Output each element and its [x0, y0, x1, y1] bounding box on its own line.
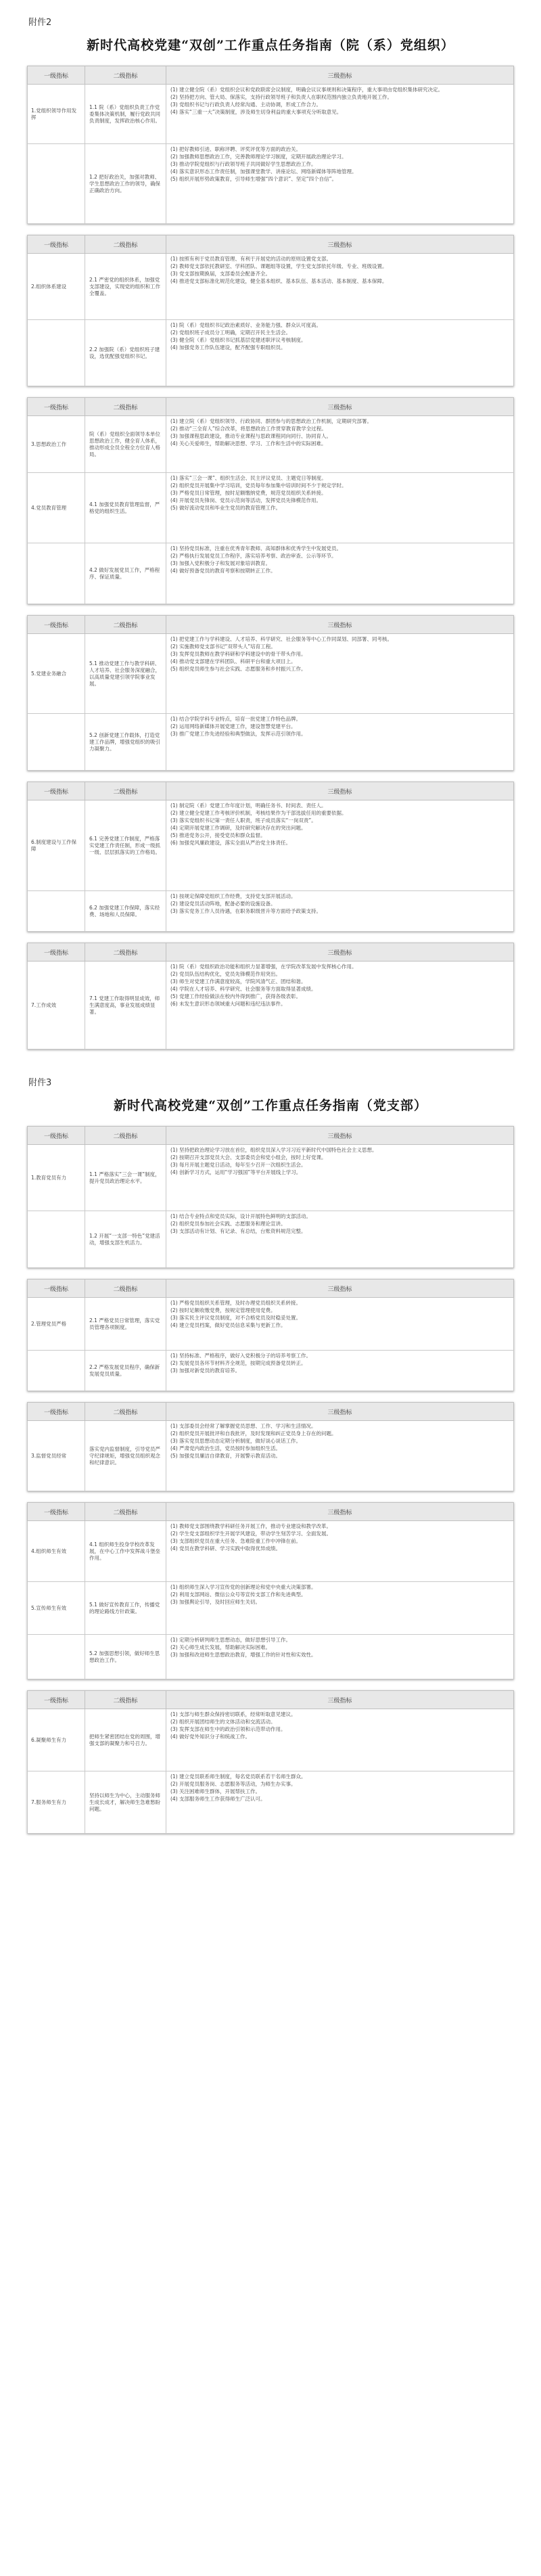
table-section — [27, 397, 514, 604]
level1-cell: 5.宣传师生有效 — [28, 1582, 85, 1635]
indicator-table — [27, 615, 514, 771]
level2-cell: 4.2 做好发展党员工作，严格程序、保证质量。 — [85, 543, 166, 604]
level1-cell — [28, 320, 85, 386]
header-level3: 三级指标 — [166, 66, 514, 85]
level3-item: (2) 建立健全党建工作考核评价机制，考核结果作为干部选拔任用的重要依据。 — [170, 810, 347, 816]
header-level1: 一级指标 — [28, 943, 85, 962]
level2-cell: 6.2 加强党建工作保障，落实经费、场地和人员保障。 — [85, 891, 166, 932]
level3-item: (3) 推动学院党组织与行政领导班子共同做好学生思想政治工作。 — [170, 161, 316, 167]
level3-item: (5) 加强党员廉洁自律教育，开展警示教育活动。 — [170, 1453, 281, 1459]
header-level1: 一级指标 — [28, 235, 85, 254]
level3-item: (2) 严格执行发展党员工作程序，落实培养考察、政治审查、公示等环节。 — [170, 553, 337, 559]
level3-item: (4) 落实意识形态工作责任制，加强课堂教学、讲座论坛、网络新媒体等阵地管理。 — [170, 168, 357, 175]
level3-item: (4) 加强党务工作队伍建设，配齐配强专职组织员。 — [170, 344, 286, 351]
level3-item: (2) 实施教师党支部书记“双带头人”培育工程。 — [170, 643, 276, 650]
level3-item: (3) 加强舆论引导，及时回应师生关切。 — [170, 1599, 261, 1605]
level2-cell: 4.1 组织师生投身学校改革发展，在中心工作中发挥战斗堡垒作用。 — [85, 1521, 166, 1582]
level3-item: (3) 加强对新党员的教育培养。 — [170, 1368, 241, 1374]
level3-item: (2) 开展党员服务岗、志愿服务等活动，为师生办实事。 — [170, 1781, 296, 1787]
level3-item: (4) 严肃党内政治生活，党员按时参加组织生活。 — [170, 1445, 281, 1451]
level1-cell: 4.党员教育管理 — [28, 473, 85, 543]
table-row — [28, 714, 514, 771]
level3-item: (3) 落实党员思想动态定期分析制度，做好谈心谈话工作。 — [170, 1438, 302, 1444]
header-level3: 三级指标 — [166, 943, 514, 962]
attachment-label-3: 附件3 — [28, 1078, 52, 1088]
table-row — [28, 320, 514, 386]
table-row — [28, 85, 514, 144]
table-row — [28, 473, 514, 543]
header-level3: 三级指标 — [166, 782, 514, 800]
indicator-table — [27, 397, 514, 604]
level3-cell — [166, 962, 514, 1049]
level1-cell: 6.制度建设与工作保障 — [28, 800, 85, 891]
header-level2: 二级指标 — [85, 1691, 166, 1709]
level2-cell: 落实党内监督制度，引导党员严守纪律规矩，增强党员组织观念和纪律意识。 — [85, 1421, 166, 1491]
level3-cell — [166, 634, 514, 714]
level3-item: (3) 每月开展主题党日活动，每年至少召开一次组织生活会。 — [170, 1162, 306, 1168]
level3-item: (2) 利用支部网站、微信公众号等宣传支部工作和先进典型。 — [170, 1591, 306, 1598]
header-level1: 一级指标 — [28, 1403, 85, 1421]
level3-cell — [166, 891, 514, 932]
table-row — [28, 254, 514, 320]
table-header-row — [28, 398, 514, 416]
level3-item: (3) 落实民主评议党员制度，对不合格党员及时稳妥处置。 — [170, 1315, 302, 1321]
level3-item: (1) 严格党员组织关系管理，及时办理党员组织关系转接。 — [170, 1300, 302, 1306]
table-row — [28, 634, 514, 714]
level3-item: (1) 组织师生深入学习宣传党的创新理论和党中央重大决策部署。 — [170, 1584, 316, 1590]
level3-item: (4) 推进党支部标准化规范化建设，健全基本组织、基本队伍、基本活动、基本制度、基本保障。 — [170, 278, 387, 284]
header-level3: 三级指标 — [166, 616, 514, 634]
level2-cell: 1.1 院（系）党组织负责工作党委集体决策机制，履行党政共同负责制度，发挥政治核心作用。 — [85, 85, 166, 144]
indicator-table — [27, 943, 514, 1049]
level3-item: (3) 健全院（系）党组织书记抓基层党建述职评议考核制度。 — [170, 337, 306, 343]
level3-item: (1) 结合学院学科专业特点，培育一批党建工作特色品牌。 — [170, 716, 302, 722]
level3-item: (3) 推广党建工作先进经验和典型做法，发挥示范引领作用。 — [170, 731, 306, 737]
level3-item: (5) 组织开展形势政策教育，引导师生增强“四个意识”、坚定“四个自信”。 — [170, 176, 337, 182]
level3-item: (4) 落实“三重一大”决策制度，涉及师生切身利益的重大事项充分听取意见。 — [170, 109, 342, 115]
level3-item: (2) 组织党员参加社会实践、志愿服务和理论宣讲。 — [170, 1221, 286, 1227]
level3-item: (2) 教师党支部依托教研室、学科团队、课题组等设置，学生党支部依托年级、专业、班级设置。 — [170, 263, 387, 269]
header-level2: 二级指标 — [85, 1403, 166, 1421]
level3-item: (2) 组织开展团结师生的文体活动和交流活动。 — [170, 1719, 276, 1725]
level3-item: (3) 加强和改进师生思想政治教育，增强工作的针对性和实效性。 — [170, 1652, 316, 1658]
level3-item: (2) 推动“三全育人”综合改革，将思想政治工作贯穿教育教学全过程。 — [170, 426, 327, 432]
level3-item: (4) 学院在人才培养、科学研究、社会服务等方面取得显著成绩。 — [170, 986, 316, 992]
table-header-row — [28, 1403, 514, 1421]
level3-cell — [166, 800, 514, 891]
level3-item: (4) 做好预备党员的教育考察和按期转正工作。 — [170, 568, 276, 574]
level2-cell: 坚持以师生为中心，主动服务师生成长成才，解决师生急难愁盼问题。 — [85, 1771, 166, 1834]
table-row — [28, 543, 514, 604]
table-row — [28, 1521, 514, 1582]
level3-item: (4) 支部服务师生工作获得师生广泛认可。 — [170, 1796, 266, 1802]
header-level1: 一级指标 — [28, 1280, 85, 1298]
table-row — [28, 1421, 514, 1491]
header-level1: 一级指标 — [28, 616, 85, 634]
header-level2: 二级指标 — [85, 1503, 166, 1521]
level2-cell: 2.1 严格党员日常管理，落实党员管理各项制度。 — [85, 1298, 166, 1351]
level2-cell: 5.1 推动党建工作与教学科研、人才培养、社会服务深度融合，以高质量党建引领学院事业发展。 — [85, 634, 166, 714]
table-row — [28, 962, 514, 1049]
level2-cell: 7.1 党建工作取得明显成效，师生满意度高，事业发展成绩显著。 — [85, 962, 166, 1049]
table-section — [27, 782, 514, 932]
level3-cell — [166, 714, 514, 771]
level1-cell: 3.思想政治工作 — [28, 416, 85, 473]
table-row — [28, 1635, 514, 1679]
table-section — [27, 1279, 514, 1391]
level1-cell: 7.工作成效 — [28, 962, 85, 1049]
level2-cell: 4.1 加强党员教育管理监督，严格党的组织生活。 — [85, 473, 166, 543]
level3-cell — [166, 416, 514, 473]
level3-item: (3) 党支部按期换届，支部委员会配备齐全。 — [170, 271, 271, 277]
header-level2: 二级指标 — [85, 943, 166, 962]
level1-cell: 3.监督党员经常 — [28, 1421, 85, 1491]
level2-cell: 6.1 完善党建工作制度，严格落实党建工作责任制，形成一级抓一级、层层抓落实的工作格局。 — [85, 800, 166, 891]
indicator-table — [27, 782, 514, 932]
level3-cell — [166, 1351, 514, 1391]
indicator-table — [27, 1126, 514, 1268]
level3-cell — [166, 1582, 514, 1635]
level3-item: (6) 未发生意识形态领域重大问题和违纪违法事件。 — [170, 1001, 286, 1007]
level1-cell — [28, 1211, 85, 1268]
level3-cell — [166, 543, 514, 604]
header-level1: 一级指标 — [28, 66, 85, 85]
table-row — [28, 1351, 514, 1391]
table-header-row — [28, 1127, 514, 1145]
level3-item: (1) 定期分析研判师生思想动态，做好思想引导工作。 — [170, 1637, 291, 1643]
level1-cell: 1.党组织领导作用发挥 — [28, 85, 85, 144]
header-level2: 二级指标 — [85, 398, 166, 416]
header-level2: 二级指标 — [85, 782, 166, 800]
level3-item: (2) 发展党员各环节材料齐全规范，按期完成预备党员转正。 — [170, 1360, 306, 1366]
level3-item: (3) 关注困难师生群体，开展帮扶工作。 — [170, 1788, 261, 1794]
level3-item: (3) 加强入党积极分子和发展对象培训教育。 — [170, 560, 271, 566]
level1-cell: 2.组织体系建设 — [28, 254, 85, 320]
guide-title-college: 新时代高校党建“双创”工作重点任务指南（院（系）党组织） — [87, 38, 454, 53]
level3-item: (2) 运用网络新媒体开展党建工作，建设智慧党建平台。 — [170, 723, 296, 729]
level3-item: (5) 党建工作经验做法在校内外得到推广，获得各级表彰。 — [170, 993, 302, 999]
level2-cell: 1.1 严格落实“三会一课”制度，提升党员政治理论水平。 — [85, 1145, 166, 1211]
table-header-row — [28, 235, 514, 254]
level3-item: (2) 坚持把方向、管大局、保落实，支持行政领导班子和负责人在职权范围内独立负责地开展工作。 — [170, 94, 393, 100]
indicator-table — [27, 235, 514, 386]
table-row — [28, 144, 514, 224]
indicator-table — [27, 1690, 514, 1834]
level1-cell: 5.党建业务融合 — [28, 634, 85, 714]
level3-item: (1) 建立健全院（系）党组织会议和党政联席会议制度，明确会议议事规则和决策程序，重大事项由党组织集体研究决定。 — [170, 87, 444, 93]
table-section — [27, 66, 514, 224]
level3-item: (3) 发挥支部在师生中的政治引领和示范带动作用。 — [170, 1726, 286, 1732]
header-level1: 一级指标 — [28, 398, 85, 416]
level2-cell: 2.1 严密党的组织体系，加强党支部建设，实现党的组织和工作全覆盖。 — [85, 254, 166, 320]
level3-item: (3) 加强课程思政建设，推动专业课程与思政课程同向同行、协同育人。 — [170, 433, 332, 439]
table-section — [27, 1502, 514, 1679]
attachment-label-2: 附件2 — [28, 18, 52, 28]
header-level1: 一级指标 — [28, 1691, 85, 1709]
level3-item: (1) 按规定保障党组织工作经费，支持党支部开展活动。 — [170, 893, 296, 899]
level3-item: (3) 支部活动有计划、有记录、有总结，台账资料规范完整。 — [170, 1228, 306, 1234]
level3-item: (3) 落实党务工作人员待遇，在职务职级晋升等方面给予政策支持。 — [170, 908, 322, 914]
level3-item: (5) 做好流动党员和毕业生党员的教育管理工作。 — [170, 505, 281, 511]
level3-item: (1) 按照有利于党员教育管理、有利于开展党的活动的原则设置党支部。 — [170, 256, 332, 262]
level2-cell: 5.2 创新党建工作载体，打造党建工作品牌，增强党组织的吸引力凝聚力。 — [85, 714, 166, 771]
header-level2: 二级指标 — [85, 616, 166, 634]
header-level3: 三级指标 — [166, 1503, 514, 1521]
level3-item: (3) 支部组织党员在重大任务、急难险重工作中冲锋在前。 — [170, 1538, 302, 1544]
level1-cell — [28, 714, 85, 771]
level3-item: (1) 坚持党员标准，注重在优秀青年教师、高知群体和优秀学生中发展党员。 — [170, 545, 342, 551]
level3-item: (4) 开展党员先锋岗、党员示范岗等活动，发挥党员先锋模范作用。 — [170, 497, 322, 503]
level3-item: (1) 建立党员联系师生制度，每名党员联系若干名师生群众。 — [170, 1773, 306, 1780]
level3-cell — [166, 254, 514, 320]
level3-item: (1) 院（系）党组织书记政治素质好、业务能力强、群众认可度高。 — [170, 322, 322, 328]
table-header-row — [28, 1691, 514, 1709]
level3-item: (4) 做好党外知识分子和统战工作。 — [170, 1734, 251, 1740]
header-level1: 一级指标 — [28, 1127, 85, 1145]
guide-title-branch: 新时代高校党建“双创”工作重点任务指南（党支部） — [114, 1098, 427, 1113]
level3-item: (2) 加强教师思想政治工作，完善教师理论学习制度，定期开展政治理论学习。 — [170, 154, 347, 160]
level3-item: (3) 党组织书记与行政负责人经常沟通、主动协调，形成工作合力。 — [170, 101, 322, 108]
table-row — [28, 1582, 514, 1635]
level3-item: (5) 组织党员师生参与社会实践、志愿服务和乡村振兴工作。 — [170, 666, 306, 672]
level3-item: (1) 支部与师生群众保持密切联系，经常听取意见建议。 — [170, 1711, 296, 1717]
level3-cell — [166, 1635, 514, 1679]
table-row — [28, 1298, 514, 1351]
level1-cell: 6.凝聚师生有力 — [28, 1709, 85, 1771]
level3-item: (1) 落实“三会一课”、组织生活会、民主评议党员、主题党日等制度。 — [170, 475, 327, 481]
level3-item: (1) 坚持把政治理论学习放在首位，组织党员深入学习习近平新时代中国特色社会主义思想。 — [170, 1147, 377, 1153]
level3-item: (6) 加强党风廉政建设，落实全面从严治党主体责任。 — [170, 840, 291, 846]
level1-cell: 2.管理党员严格 — [28, 1298, 85, 1351]
level1-cell — [28, 144, 85, 224]
level3-cell — [166, 473, 514, 543]
level3-item: (2) 党员队伍结构优化，党员先锋模范作用突出。 — [170, 971, 281, 977]
header-level1: 一级指标 — [28, 1503, 85, 1521]
level3-item: (2) 按期召开支部党员大会、支部委员会和党小组会，按时上好党课。 — [170, 1154, 327, 1160]
table-header-row — [28, 782, 514, 800]
level3-item: (1) 坚持标准、严格程序，做好入党积极分子的培养考察工作。 — [170, 1353, 312, 1359]
header-level3: 三级指标 — [166, 1691, 514, 1709]
table-section — [27, 943, 514, 1049]
header-level2: 二级指标 — [85, 1280, 166, 1298]
table-header-row — [28, 616, 514, 634]
level3-item: (1) 把好教师引进、职称评聘、评奖评优等方面的政治关。 — [170, 146, 302, 152]
level3-item: (1) 建立院（系）党组织领导、行政协同、群团参与的思想政治工作机制，定期研究部署。 — [170, 418, 373, 424]
table-header-row — [28, 943, 514, 962]
table-row — [28, 1709, 514, 1771]
level3-item: (2) 关心师生成长发展，帮助解决实际困难。 — [170, 1644, 271, 1650]
level3-cell — [166, 144, 514, 224]
table-row — [28, 416, 514, 473]
header-level2: 二级指标 — [85, 1127, 166, 1145]
table-header-row — [28, 1503, 514, 1521]
header-level3: 三级指标 — [166, 235, 514, 254]
level1-cell: 1.教育党员有力 — [28, 1145, 85, 1211]
level3-item: (4) 推动党支部建在学科团队、科研平台和重大项目上。 — [170, 658, 296, 664]
level3-item: (4) 党员在教学科研、学习实践中取得优异成绩。 — [170, 1545, 281, 1552]
level3-item: (1) 支部委员会经常了解掌握党员思想、工作、学习和生活情况。 — [170, 1423, 316, 1429]
level3-cell — [166, 85, 514, 144]
header-level3: 三级指标 — [166, 1127, 514, 1145]
table-row — [28, 1211, 514, 1268]
level3-cell — [166, 1211, 514, 1268]
header-level2: 二级指标 — [85, 235, 166, 254]
level3-cell — [166, 1771, 514, 1834]
indicator-table — [27, 1502, 514, 1679]
level1-cell — [28, 1635, 85, 1679]
table-row — [28, 1145, 514, 1211]
level3-cell — [166, 1709, 514, 1771]
table-header-row — [28, 66, 514, 85]
level3-item: (4) 关心关爱师生，帮助解决思想、学习、工作和生活中的实际困难。 — [170, 440, 327, 447]
table-section — [27, 1402, 514, 1491]
level1-cell — [28, 1351, 85, 1391]
header-level3: 三级指标 — [166, 1280, 514, 1298]
level2-cell: 1.2 开展“一支部一特色”党建活动，增强支部生机活力。 — [85, 1211, 166, 1268]
level3-item: (2) 党组织班子成员分工明确，定期召开民主生活会。 — [170, 330, 291, 336]
indicator-table — [27, 1402, 514, 1491]
level3-cell — [166, 1521, 514, 1582]
level3-item: (1) 教师党支部围绕教学科研任务开展工作，推动专业建设和教学改革。 — [170, 1523, 332, 1529]
level3-item: (3) 师生对党建工作满意度较高，学院风清气正、团结和谐。 — [170, 978, 306, 985]
level1-cell: 4.组织师生有效 — [28, 1521, 85, 1582]
level2-cell: 把师生紧密团结在党的周围，增强支部的凝聚力和号召力。 — [85, 1709, 166, 1771]
table-section — [27, 1690, 514, 1834]
level3-cell — [166, 1421, 514, 1491]
level3-item: (3) 落实党组织书记第一责任人职责，班子成员落实“一岗双责”。 — [170, 817, 316, 823]
indicator-table — [27, 66, 514, 224]
level3-item: (2) 组织党员开展集中学习培训，党员每年参加集中培训时间不少于规定学时。 — [170, 482, 347, 489]
level3-item: (3) 发挥党员教师在教学科研和学科建设中的骨干带头作用。 — [170, 651, 306, 657]
level3-item: (1) 院（系）党组织政治功能和组织力显著增强，在学院改革发展中发挥核心作用。 — [170, 964, 357, 970]
level2-cell: 5.2 加强思想引领，做好师生思想政治工作。 — [85, 1635, 166, 1679]
table-row — [28, 800, 514, 891]
header-level3: 三级指标 — [166, 398, 514, 416]
table-section — [27, 1126, 514, 1268]
header-level3: 三级指标 — [166, 1403, 514, 1421]
level1-cell: 7.服务师生有力 — [28, 1771, 85, 1834]
level2-cell: 2.2 加强院（系）党组织班子建设，选优配强党组织书记。 — [85, 320, 166, 386]
level3-item: (1) 制定院（系）党建工作年度计划，明确任务书、时间表、责任人。 — [170, 803, 327, 809]
header-level1: 一级指标 — [28, 782, 85, 800]
table-row — [28, 1771, 514, 1834]
indicator-table — [27, 1279, 514, 1391]
level3-item: (2) 学生党支部组织学生开展学风建设，带动学生刻苦学习、全面发展。 — [170, 1531, 332, 1537]
header-level2: 二级指标 — [85, 66, 166, 85]
level3-item: (2) 按时足额收缴党费，按规定管理使用党费。 — [170, 1307, 276, 1313]
level2-cell: 5.1 做好宣传教育工作，传播党的理论路线方针政策。 — [85, 1582, 166, 1635]
level3-item: (2) 组织党员开展批评和自我批评，及时发现和纠正党员身上存在的问题。 — [170, 1430, 337, 1437]
level3-item: (4) 创新学习方式，运用“学习强国”等平台开展线上学习。 — [170, 1169, 302, 1175]
level3-item: (4) 建立党员档案，做好党员信息采集与更新工作。 — [170, 1322, 286, 1328]
level2-cell: 2.2 严格发展党员程序，确保新发展党员质量。 — [85, 1351, 166, 1391]
table-header-row — [28, 1280, 514, 1298]
level2-cell: 1.2 把好政治关，加强对教师、学生思想政治工作的领导，确保正确政治方向。 — [85, 144, 166, 224]
level3-item: (5) 推进党务公开，接受党员和群众监督。 — [170, 832, 266, 838]
level3-item: (3) 严格党员日常管理，按时足额缴纳党费，规范党员组织关系转接。 — [170, 490, 327, 496]
level1-cell — [28, 891, 85, 932]
level1-cell — [28, 543, 85, 604]
level2-cell: 院（系）党组织全面领导本单位思想政治工作，健全育人体系，推动形成全员全程全方位育人格局。 — [85, 416, 166, 473]
level3-item: (2) 建设党员活动阵地，配备必要的设施设备。 — [170, 901, 276, 907]
table-row — [28, 891, 514, 932]
level3-item: (1) 结合专业特点和党员实际，设计开展特色鲜明的支部活动。 — [170, 1213, 312, 1219]
level3-cell — [166, 320, 514, 386]
level3-item: (4) 定期开展党建工作调研，及时研究解决存在的突出问题。 — [170, 825, 306, 831]
table-section — [27, 235, 514, 386]
level3-cell — [166, 1298, 514, 1351]
level3-cell — [166, 1145, 514, 1211]
table-section — [27, 615, 514, 771]
level3-item: (1) 把党建工作与学科建设、人才培养、科学研究、社会服务等中心工作同谋划、同部署、同考核。 — [170, 636, 393, 642]
